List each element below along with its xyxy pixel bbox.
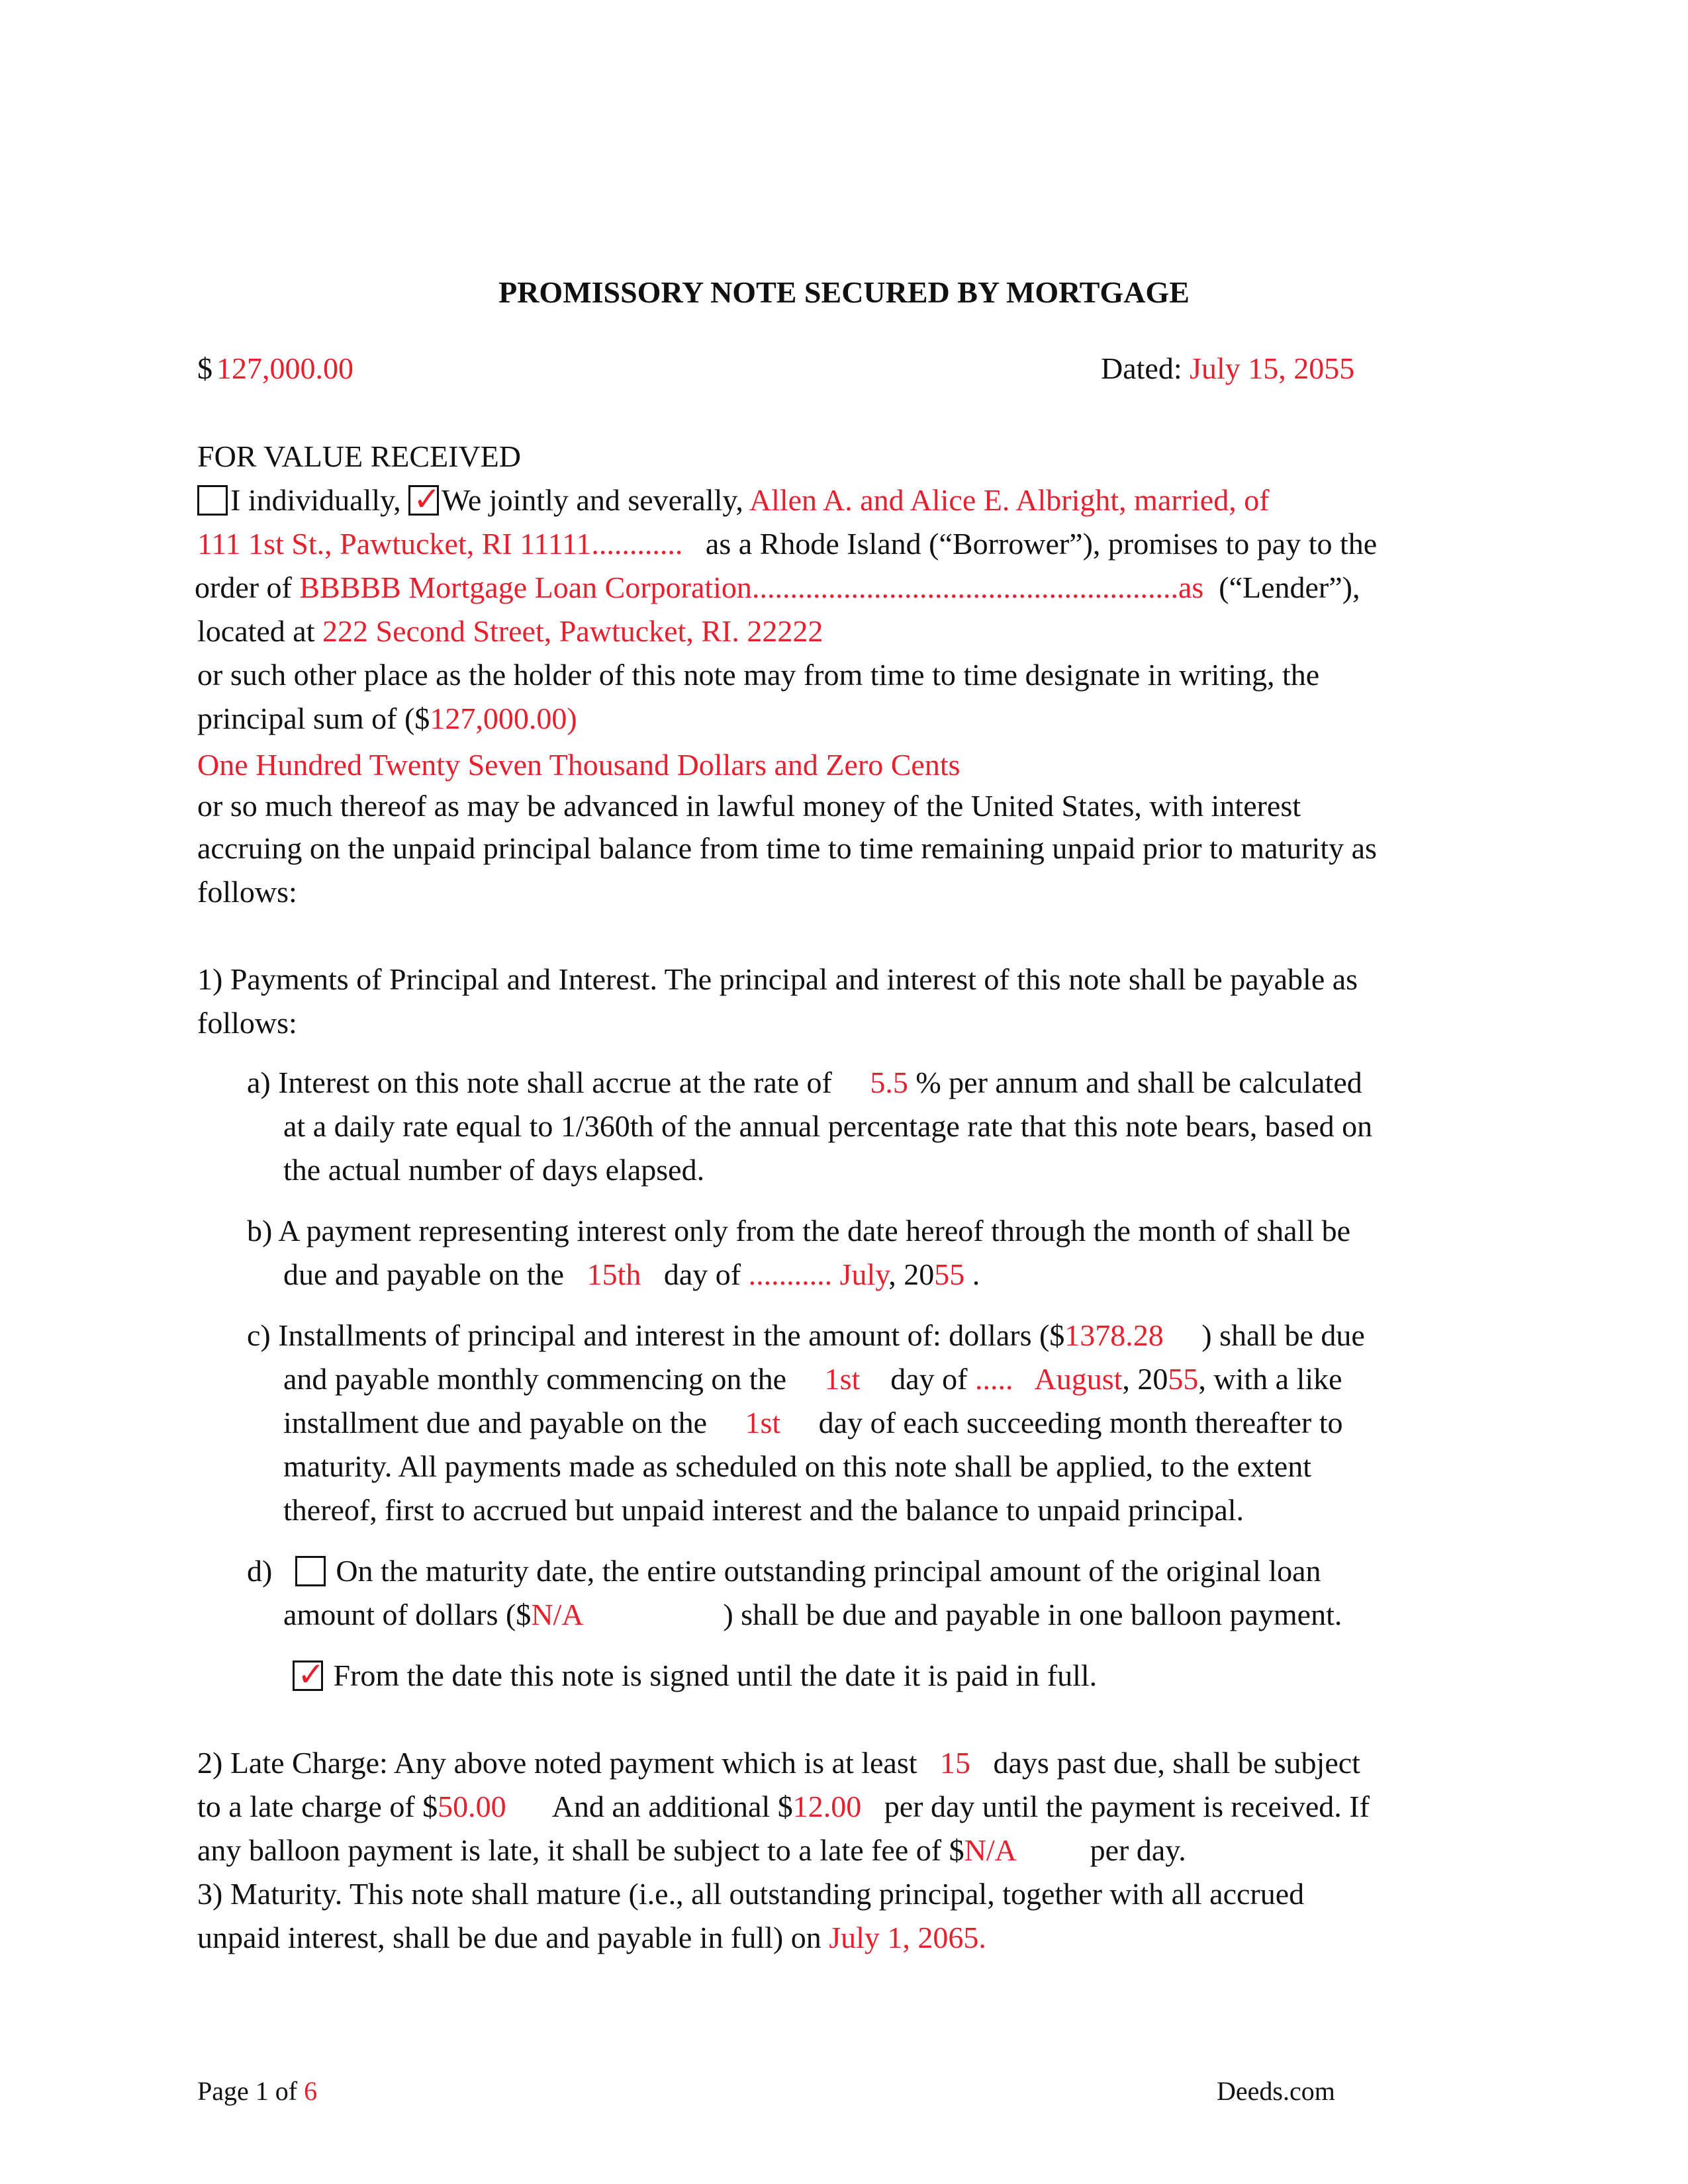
balloon-payment-checkbox[interactable] [295,1556,326,1586]
clause-c-line-3 [283,1403,1343,1443]
filler-dots: ........... [748,1257,833,1291]
commence-month-field[interactable]: August [1034,1362,1123,1396]
filler-dots: ..... [975,1362,1013,1396]
body-text: follows: [197,1006,297,1040]
body-text: or so much thereof as may be advanced in lawful money of the United States, with interest [197,789,1301,823]
borrower-names-field[interactable]: Allen A. and Alice E. Albright, married, of [749,483,1270,517]
body-text: follows: [197,875,297,909]
late-charge-text: And an additional $ [551,1790,793,1823]
currency-symbol: $ [197,351,212,385]
clause-c-line-5: thereof, first to accrued but unpaid interest and the balance to unpaid principal. [283,1493,1244,1527]
footer-brand: Deeds.com [1217,2076,1335,2106]
maturity-date-field[interactable]: July 1, 2065. [829,1921,986,1954]
commence-day-field[interactable]: 1st [824,1362,861,1396]
borrower-address-field[interactable]: 111 1st St., Pawtucket, RI 11111 [197,527,592,561]
clause-b-text: . [972,1257,980,1291]
lender-as-text: as [1178,570,1204,604]
maturity-text: unpaid interest, shall be due and payable in full) on [197,1921,821,1954]
amount-field[interactable]: 127,000.00 [216,351,353,385]
clause-a-text: % per annum and shall be calculated [915,1066,1362,1099]
lender-line [195,568,1360,608]
jointly-label: We jointly and severally, [442,483,743,517]
clause-d-text: ) shall be due and payable in one balloon payment. [723,1598,1342,1631]
individual-label: I individually, [230,483,401,517]
paid-in-full-option-text: From the date this note is signed until the date it is paid in full. [333,1659,1098,1692]
body-text: accruing on the unpaid principal balance from time to time remaining unpaid prior to maturity as [197,831,1377,865]
clause-b-line-2 [283,1255,980,1295]
clause-a-line-1 [247,1063,1362,1103]
clause-d-line-2 [283,1595,1342,1635]
clause-c-text: day of each succeeding month thereafter to [818,1406,1343,1439]
located-at-text: located at [197,614,315,648]
late-charge-field[interactable]: 50.00 [438,1790,506,1823]
balloon-late-fee-field[interactable]: N/A [964,1833,1017,1867]
clause-b-text: day of [663,1257,741,1291]
clause-a-line-2: at a daily rate equal to 1/360th of the annual percentage rate that this note bears, based on [283,1109,1373,1143]
installment-amount-field[interactable]: 1378.28 [1064,1318,1164,1352]
page-label: Page 1 of [197,2076,298,2106]
late-charge-text: days past due, shall be subject [993,1746,1360,1780]
borrower-options-line [197,480,1270,520]
checkmark-icon: ✓ [413,480,442,518]
dated-line [1101,349,1354,388]
borrower-address-line [197,524,1377,564]
section-1-heading: 1) Payments of Principal and Interest. The principal and interest of this note shall be payable as [197,962,1358,996]
clause-c-line-1 [247,1316,1365,1355]
balloon-amount-field[interactable]: N/A [531,1598,584,1631]
section-2-line-2 [197,1787,1370,1827]
late-charge-text: per day. [1090,1833,1186,1867]
order-of-text: order of [195,570,292,604]
installment-day-field[interactable]: 1st [745,1406,781,1439]
lender-name-field[interactable]: BBBBB Mortgage Loan Corporation [299,570,752,604]
clause-a-line-3: the actual number of days elapsed. [283,1153,705,1187]
late-charge-text: any balloon payment is late, it shall be subject to a late fee of $ [197,1833,964,1867]
amount-words-field[interactable]: One Hundred Twenty Seven Thousand Dollars and Zero Cents [197,748,961,782]
late-charge-text: to a late charge of $ [197,1790,438,1823]
for-value-received: FOR VALUE RECEIVED [197,439,521,473]
clause-b-text: due and payable on the [283,1257,565,1291]
commence-year-field[interactable]: 55 [1168,1362,1199,1396]
clause-c-text: installment due and payable on the [283,1406,707,1439]
principal-sum-line [197,699,577,739]
clause-c-text: and payable monthly commencing on the [283,1362,787,1396]
clause-d-text: amount of dollars ($ [283,1598,532,1631]
page-total: 6 [304,2076,318,2106]
section-2-line-1 [197,1743,1360,1783]
late-days-field[interactable]: 15 [940,1746,971,1780]
page-number [197,2071,317,2111]
clause-a-text: a) Interest on this note shall accrue at the rate of [247,1066,832,1099]
clause-b-line-1: b) A payment representing interest only from the date hereof through the month of shall be [247,1214,1351,1248]
other-place-line: or such other place as the holder of this note may from time to time designate in writing, the [197,658,1320,692]
amount-line [197,349,353,388]
clause-c-text: day of [890,1362,968,1396]
late-charge-text: 2) Late Charge: Any above noted payment which is at least [197,1746,917,1780]
clause-c-text: ) shall be due [1201,1318,1365,1352]
lender-tail-text: (“Lender”), [1219,570,1360,604]
interest-rate-field[interactable]: 5.5 [870,1066,908,1099]
clause-d-line-1 [247,1551,1321,1591]
clause-d-line-3 [293,1656,1097,1696]
lender-address-line [197,612,823,651]
section-2-line-3 [197,1831,1186,1870]
paid-in-full-checkbox[interactable] [293,1655,325,1694]
clause-b-text: , 20 [888,1257,935,1291]
first-payment-year-field[interactable]: 55 [934,1257,965,1291]
jointly-checkbox[interactable] [408,480,442,518]
individual-checkbox[interactable] [197,485,228,516]
first-payment-day-field[interactable]: 15th [586,1257,641,1291]
daily-charge-field[interactable]: 12.00 [792,1790,862,1823]
clause-d-label: d) [247,1554,273,1588]
clause-c-text: c) Installments of principal and interest in the amount of: dollars ($ [247,1318,1065,1352]
clause-c-text: , 20 [1122,1362,1168,1396]
clause-c-line-2 [283,1359,1342,1399]
late-charge-text: per day until the payment is received. If [884,1790,1370,1823]
document-title: PROMISSORY NOTE SECURED BY MORTGAGE [498,275,1190,309]
dated-field[interactable]: July 15, 2055 [1190,351,1355,385]
clause-c-text: , with a like [1198,1362,1342,1396]
section-3-line-1: 3) Maturity. This note shall mature (i.e., all outstanding principal, together with all accrued [197,1877,1305,1911]
balloon-option-text: On the maturity date, the entire outstanding principal amount of the original loan [336,1554,1321,1588]
filler-dots: ........................................................ [751,570,1178,604]
checkmark-icon: ✓ [297,1655,325,1694]
clause-c-line-4: maturity. All payments made as scheduled on this note shall be applied, to the extent [283,1449,1311,1483]
first-payment-month-field[interactable]: July [839,1257,889,1291]
dated-label: Dated: [1101,351,1182,385]
section-3-line-2 [197,1918,986,1958]
principal-sum-field[interactable]: 127,000.00) [430,702,577,735]
borrower-tail-text: as a Rhode Island (“Borrower”), promises to pay to the [705,527,1378,561]
lender-address-field[interactable]: 222 Second Street, Pawtucket, RI. 22222 [322,614,823,648]
filler-dots: ............ [591,527,683,561]
principal-sum-label: principal sum of ($ [197,702,430,735]
